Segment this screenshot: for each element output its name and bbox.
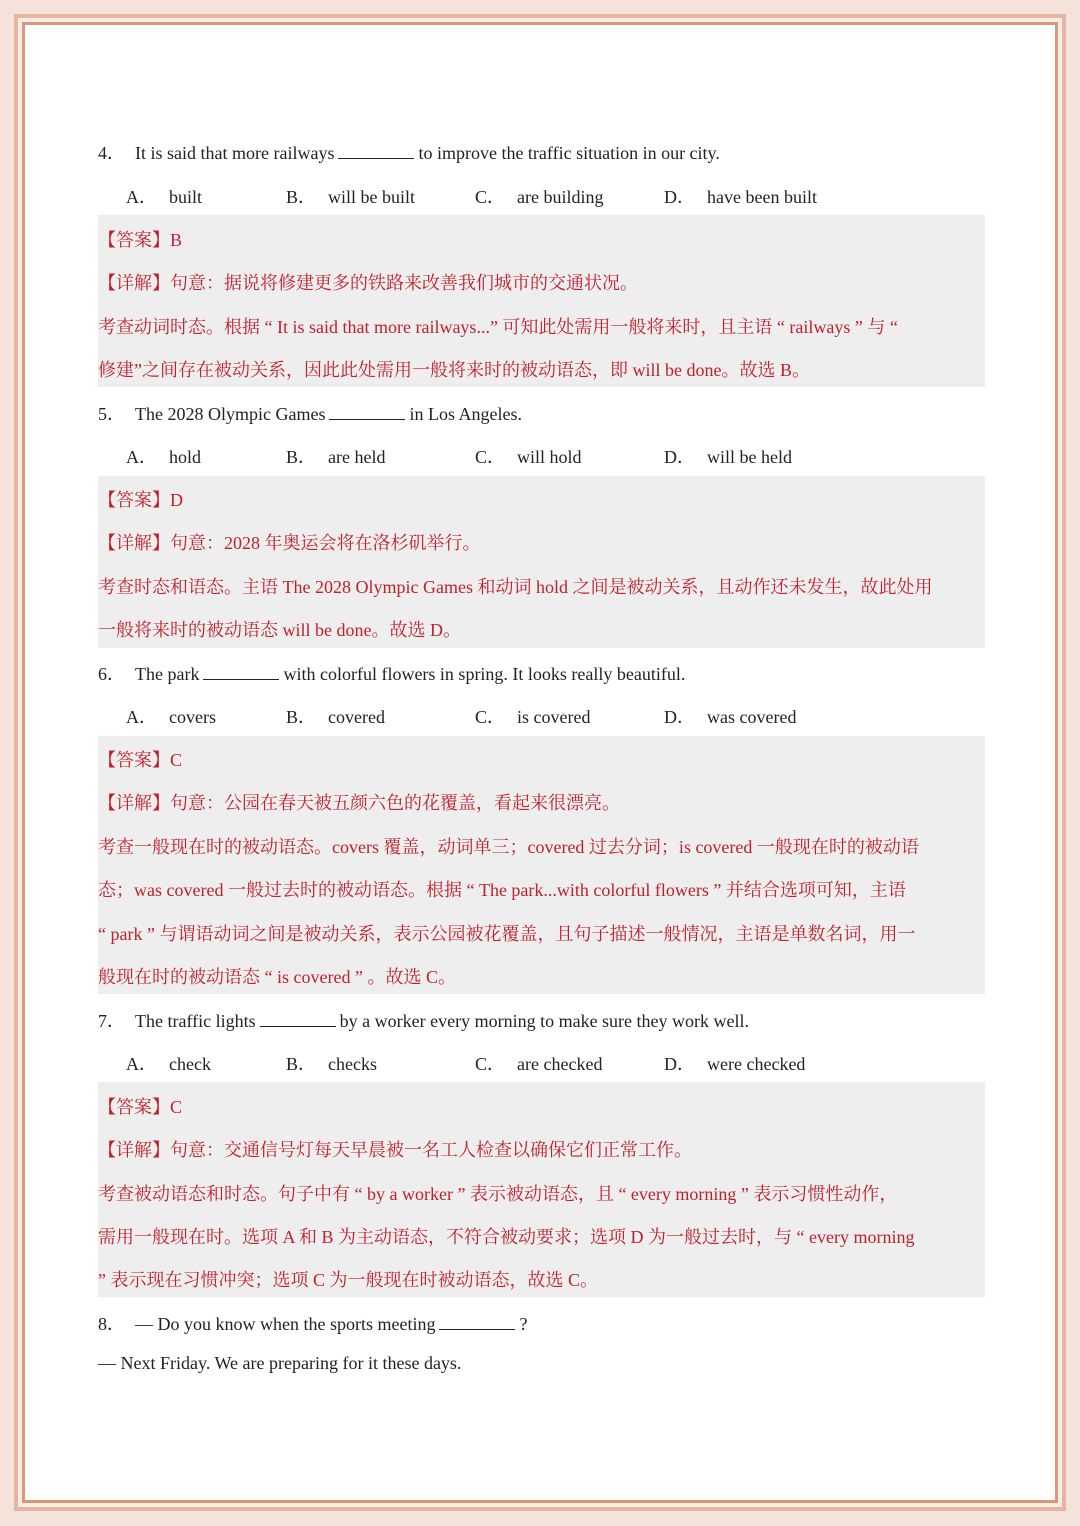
answer-block-6 (98, 736, 985, 994)
answer-key: 【答案】D (98, 490, 183, 510)
explanation-line: 【详解】句意：据说将修建更多的铁路来改善我们城市的交通状况。 (98, 273, 638, 293)
option-a: A． hold (126, 447, 202, 467)
option-c: C． is covered (475, 707, 591, 727)
question-5-stem: 5． The 2028 Olympic Games in Los Angeles. (98, 404, 522, 424)
option-a: A． built (126, 187, 203, 207)
option-a: A． check (126, 1054, 211, 1074)
answer-blank (439, 1315, 515, 1330)
answer-key: 【答案】C (98, 1097, 183, 1117)
explanation-line: 考查时态和语态。主语 The 2028 Olympic Games 和动词 hold 之间是被动关系，且动作还未发生，故此处用 (98, 577, 933, 597)
answer-block-5 (98, 476, 985, 648)
explanation-line: 【详解】句意：公园在春天被五颜六色的花覆盖，看起来很漂亮。 (98, 793, 620, 813)
option-d: D． was covered (664, 707, 797, 727)
explanation-line: 考查被动语态和时态。句子中有 “ by a worker ” 表示被动语态，且 “ every morning ” 表示习惯性动作， (98, 1184, 898, 1204)
option-b: B． will be built (286, 187, 416, 207)
option-b: B． covered (286, 707, 385, 727)
explanation-line: 【详解】句意：交通信号灯每天早晨被一名工人检查以确保它们正常工作。 (98, 1140, 692, 1160)
answer-blank (260, 1012, 336, 1027)
explanation-line: “ park ” 与谓语动词之间是被动关系，表示公园被花覆盖，且句子描述一般情况，主语是单数名词，用一 (98, 924, 916, 944)
explanation-line: 考查动词时态。根据 “ It is said that more railways...” 可知此处需用一般将来时，且主语 “ railways ” 与 “ (98, 317, 898, 337)
answer-blank (338, 144, 414, 159)
explanation-line: 需用一般现在时。选项 A 和 B 为主动语态，不符合被动要求；选项 D 为一般过去时，与 “ every morning (98, 1227, 915, 1247)
question-4-stem: 4． It is said that more railways to improve the traffic situation in our city. (98, 143, 720, 163)
option-d: D． were checked (664, 1054, 806, 1074)
answer-key: 【答案】C (98, 750, 183, 770)
answer-blank (203, 665, 279, 680)
question-8-reply: — Next Friday. We are preparing for it these days. (98, 1353, 462, 1373)
option-a: A． covers (126, 707, 216, 727)
option-c: C． will hold (475, 447, 582, 467)
option-b: B． checks (286, 1054, 377, 1074)
explanation-line: 态；was covered 一般过去时的被动语态。根据 “ The park...with colorful flowers ” 并结合选项可知，主语 (98, 880, 906, 900)
answer-block-4 (98, 215, 985, 387)
answer-key: 【答案】B (98, 230, 183, 250)
explanation-line: 般现在时的被动语态 “ is covered ” 。故选 C。 (98, 967, 456, 987)
explanation-line: 考查一般现在时的被动语态。covers 覆盖，动词单三；covered 过去分词；is covered 一般现在时的被动语 (98, 837, 919, 857)
option-c: C． are building (475, 187, 604, 207)
question-8-stem: 8． — Do you know when the sports meeting ? (98, 1314, 528, 1334)
option-d: D． will be held (664, 447, 792, 467)
question-7-stem: 7． The traffic lights by a worker every morning to make sure they work well. (98, 1011, 750, 1031)
answer-block-7 (98, 1082, 985, 1297)
explanation-line: 一般将来时的被动语态 will be done。故选 D。 (98, 620, 461, 640)
explanation-line: ” 表示现在习惯冲突；选项 C 为一般现在时被动语态，故选 C。 (98, 1270, 598, 1290)
explanation-line: 修建”之间存在被动关系，因此此处需用一般将来时的被动语态，即 will be done。故选 B。 (98, 360, 810, 380)
explanation-line: 【详解】句意：2028 年奥运会将在洛杉矶举行。 (98, 533, 481, 553)
question-6-stem: 6． The park with colorful flowers in spring. It looks really beautiful. (98, 664, 686, 684)
option-d: D． have been built (664, 187, 817, 207)
answer-blank (329, 405, 405, 420)
option-c: C． are checked (475, 1054, 603, 1074)
option-b: B． are held (286, 447, 386, 467)
